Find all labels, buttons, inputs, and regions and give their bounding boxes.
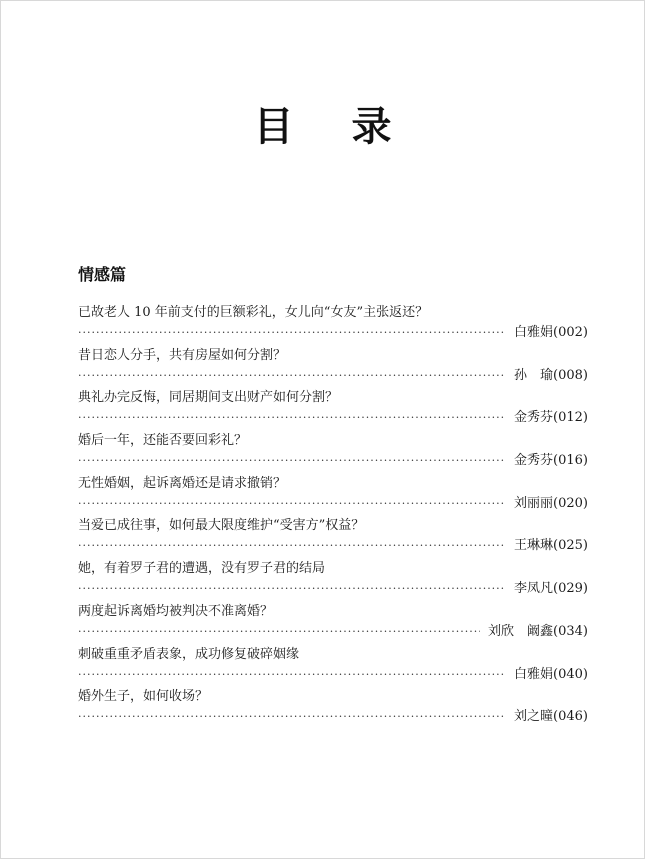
entry-line — [78, 494, 588, 514]
dot-leader — [78, 323, 506, 343]
toc-entry[interactable] — [78, 602, 588, 645]
entry-author: 李凤凡 — [514, 581, 554, 597]
entry-author: 王琳琳 — [514, 538, 554, 554]
toc-entries — [78, 303, 588, 730]
entry-page: (002) — [553, 325, 588, 340]
entry-author: 白雅娟 — [514, 666, 554, 682]
entry-title: 昔日恋人分手，共有房屋如何分割？ — [78, 347, 287, 363]
toc-entry[interactable] — [78, 516, 588, 559]
entry-author: 金秀芬 — [514, 410, 554, 426]
entry-page: (012) — [553, 410, 588, 426]
dot-leader — [78, 408, 506, 428]
entry-author: 白雅娟 — [514, 325, 554, 340]
toc-entry[interactable] — [78, 687, 588, 730]
dot-leader — [78, 494, 506, 514]
entry-page: (020) — [553, 495, 588, 511]
entry-line — [78, 408, 588, 428]
entry-title: 刺破重重矛盾表象，成功修复破碎姻缘 — [78, 646, 300, 662]
section-heading: 情感篇 — [78, 265, 127, 284]
dot-leader — [78, 665, 506, 685]
entry-line — [78, 622, 588, 642]
entry-page: (029) — [553, 581, 588, 597]
entry-title: 婚后一年，还能否要回彩礼？ — [78, 433, 248, 449]
entry-title: 两度起诉离婚均被判决不准离婚？ — [78, 603, 274, 619]
entry-title: 当爱已成往事，如何最大限度维护“受害方”权益？ — [78, 518, 365, 534]
page-title: 目 录 — [253, 104, 414, 150]
entry-page: (034) — [553, 623, 588, 639]
toc-entry[interactable] — [78, 645, 588, 688]
toc-entry[interactable] — [78, 431, 588, 474]
entry-title: 她，有着罗子君的遭遇，没有罗子君的结局 — [78, 561, 326, 577]
entry-line — [78, 536, 588, 556]
entry-line — [78, 451, 588, 471]
entry-author: 金秀芬 — [514, 453, 554, 469]
dot-leader — [78, 451, 506, 471]
entry-author: 刘之曈 — [514, 709, 554, 725]
entry-page: (016) — [553, 453, 588, 469]
dot-leader — [78, 366, 506, 386]
entry-title: 典礼办完反悔，同居期间支出财产如何分割？ — [78, 390, 339, 406]
toc-entry[interactable] — [78, 303, 588, 346]
entry-line — [78, 665, 588, 685]
toc-entry[interactable] — [78, 474, 588, 517]
entry-line — [78, 323, 588, 343]
toc-entry[interactable] — [78, 388, 588, 431]
entry-title: 无性婚姻，起诉离婚还是请求撤销？ — [78, 475, 287, 491]
entry-author: 刘欣 阚鑫 — [488, 623, 554, 639]
entry-title: 婚外生子，如何收场？ — [78, 689, 209, 705]
entry-page: (040) — [553, 666, 588, 682]
dot-leader — [78, 622, 480, 642]
entry-line — [78, 366, 588, 386]
dot-leader — [78, 536, 506, 556]
entry-page: (046) — [553, 709, 588, 725]
entry-title: 已故老人 10 年前支付的巨额彩礼，女儿向“女友”主张返还？ — [78, 305, 429, 320]
entry-page: (008) — [553, 367, 588, 383]
toc-entry[interactable] — [78, 346, 588, 389]
entry-author: 刘丽丽 — [514, 495, 554, 511]
entry-line — [78, 579, 588, 599]
entry-line — [78, 707, 588, 727]
entry-page: (025) — [553, 538, 588, 554]
entry-author: 孙 瑜 — [514, 367, 554, 383]
toc-entry[interactable] — [78, 559, 588, 602]
dot-leader — [78, 707, 506, 727]
dot-leader — [78, 579, 506, 599]
